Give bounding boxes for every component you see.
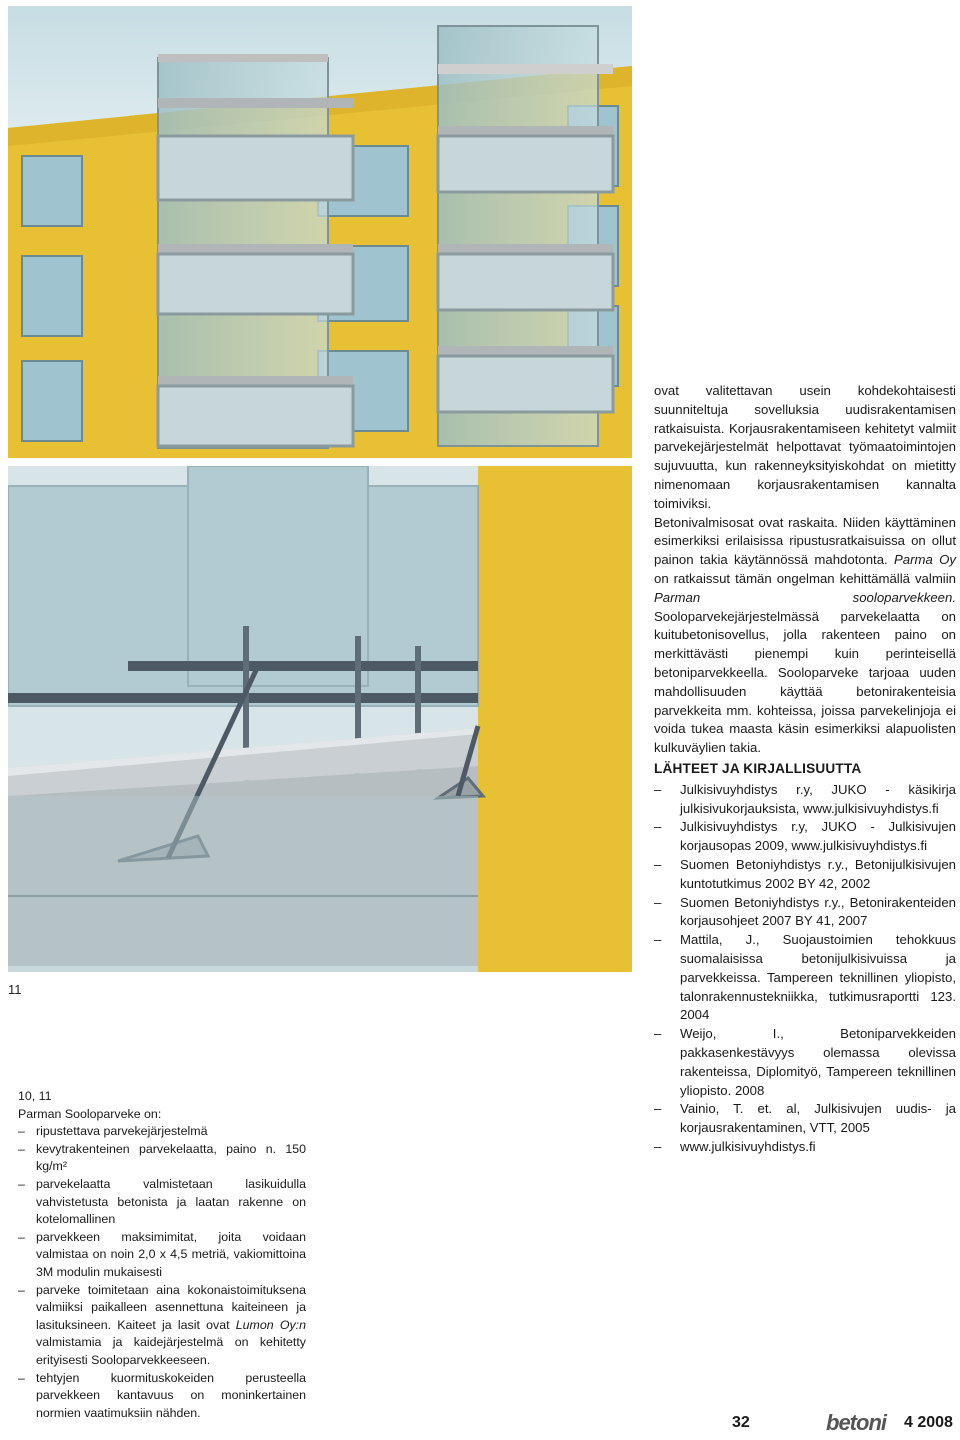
betoni-logo: betoni bbox=[826, 1410, 886, 1435]
reference-item: – Suomen Betoniyhdistys r.y., Betonijulkisivujen kuntotutkimus 2002 BY 42, 2002 bbox=[654, 856, 956, 894]
reference-item: – Mattila, J., Suojaustoimien tehokkuus suomalaisissa betonijulkisivuissa ja parvekkeissa. Tampereen teknillinen yliopisto, talonrakennustekniikka, tutkimusraportti 123. 2004 bbox=[654, 931, 956, 1025]
caption-item: – kevytrakenteinen parvekelaatta, paino n. 150 kg/m² bbox=[18, 1141, 306, 1176]
figure-10-facade bbox=[8, 6, 632, 458]
reference-item: – Julkisivuyhdistys r.y, JUKO - käsikirja julkisivukorjauksista, www.julkisivuyhdistys.fi bbox=[654, 781, 956, 819]
caption-item: – parveke toimitetaan aina kokonaistoimituksena valmiiksi paikalleen asennettuna kaiteineen ja lasituksineen. Kaiteet ja lasit ovat Lumon Oy:n valmistamia ja kaidejärjestelmä on kehitetty erityisesti Sooloparvekkeeseen. bbox=[18, 1282, 306, 1370]
reference-item: – Suomen Betoniyhdistys r.y., Betonirakenteiden korjausohjeet 2007 BY 41, 2007 bbox=[654, 894, 956, 932]
body-text-column bbox=[654, 382, 956, 758]
reference-item: – www.julkisivuyhdistys.fi bbox=[654, 1138, 956, 1157]
figure-caption bbox=[18, 1088, 306, 1422]
references-list bbox=[654, 781, 956, 1157]
page-number: 32 bbox=[732, 1414, 750, 1431]
issue-number: 4 2008 bbox=[904, 1414, 953, 1431]
caption-numbers: 10, 11 bbox=[18, 1089, 52, 1103]
references-heading: LÄHTEET JA KIRJALLISUUTTA bbox=[654, 761, 862, 776]
reference-item: – Vainio, T. et. al, Julkisivujen uudis- ja korjausrakentaminen, VTT, 2005 bbox=[654, 1100, 956, 1138]
facade-illustration bbox=[8, 6, 632, 458]
caption-item: – tehtyjen kuormituskokeiden perusteella parvekkeen kantavuus on moninkertainen normien vaatimuksiin nähden. bbox=[18, 1370, 306, 1423]
caption-item: – parvekelaatta valmistetaan lasikuidulla vahvistetusta betonista ja laatan rakenne on kotelomallinen bbox=[18, 1176, 306, 1229]
reference-item: – Weijo, I., Betoniparvekkeiden pakkasenkestävyys olemassa olevissa rakenteissa, Diplomityö, Tampereen teknillinen yliopisto. 2008 bbox=[654, 1025, 956, 1100]
reference-item: – Julkisivuyhdistys r.y, JUKO - Julkisivujen korjausopas 2009, www.julkisivuyhdistys.fi bbox=[654, 818, 956, 856]
balcony-detail-illustration bbox=[8, 466, 632, 972]
caption-item: – parvekkeen maksimimitat, joita voidaan valmistaa on noin 2,0 x 4,5 metriä, vakiomittoina 3M modulin mukaisesti bbox=[18, 1229, 306, 1282]
body-paragraph-2: Betonivalmisosat ovat raskaita. Niiden käyttäminen esimerkiksi erilaisissa ripustusratkaisuissa on ollut painon takia käytännössä mahdotonta. Parma Oy on ratkaissut tämän ongelman kehittämällä valmiin Parman sooloparvekkeen. Sooloparvekejärjestelmässä parvekelaatta on kuitubetonisovellus, jolla rakenteen paino on merkittävästi pienempi kuin perinteisellä betoniparvekkeella. Sooloparveke tarjoaa uuden mahdollisuuden käyttää betonirakenteisia parvekkeita mm. kohteissa, joissa parvekelinjoja ei voida tukea maasta käsin esimerkiksi alapuolisten kulkuväylien takia. bbox=[654, 514, 956, 756]
references-section bbox=[654, 760, 956, 1157]
figure-11-number: 11 bbox=[8, 982, 22, 997]
caption-list bbox=[18, 1123, 306, 1422]
caption-title: Parman Sooloparveke on: bbox=[18, 1106, 162, 1121]
caption-item: – ripustettava parvekejärjestelmä bbox=[18, 1123, 306, 1141]
figure-11-balcony-detail bbox=[8, 466, 632, 972]
body-paragraph-1: ovat valitettavan usein kohdekohtaisesti suunniteltuja sovelluksia uudisrakentamisen ratkaisuista. Korjausrakentamiseen kehitetyt valmiit parvekejärjestelmät helpottavat työmaatoimintojen sujuvuutta, kun rakenneyksityiskohdat on mietitty nimenomaan korjausrakentamisen kannalta toimiviksi. bbox=[654, 383, 956, 511]
